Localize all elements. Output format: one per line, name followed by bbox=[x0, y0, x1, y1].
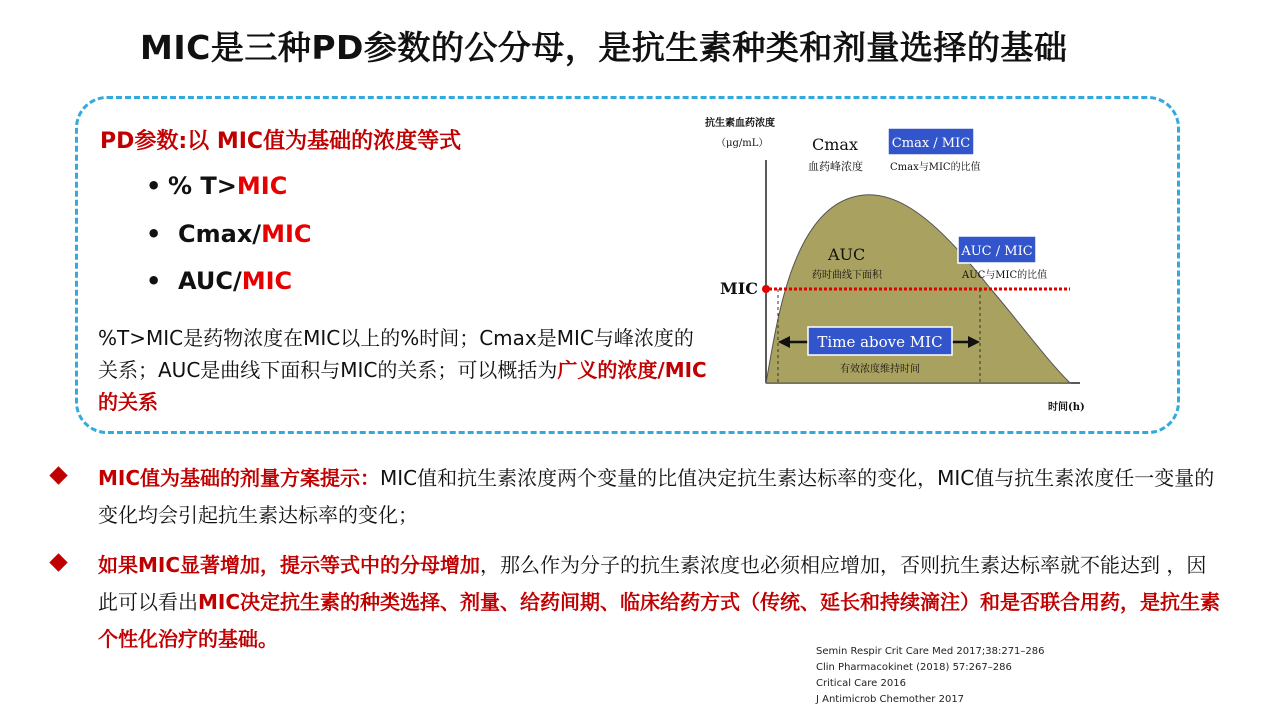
reference-1: Semin Respir Crit Care Med 2017;38:271–286 bbox=[816, 646, 1045, 657]
cmax-mic-label: Cmax / MIC bbox=[891, 136, 971, 151]
y-axis-unit: （μg/mL） bbox=[716, 138, 769, 149]
pd-description: %T>MIC是药物浓度在MIC以上的%时间；Cmax是MIC与峰浓度的关系；AUC是曲线下面积与MIC的关系；可以概括为广义的浓度/MIC的关系 bbox=[98, 326, 707, 414]
mic-marker bbox=[762, 285, 770, 293]
mic-axis-label: MIC bbox=[720, 279, 758, 298]
point-1: MIC值为基础的剂量方案提示：MIC值和抗生素浓度两个变量的比值决定抗生素达标率的变化，MIC值与抗生素浓度任一变量的变化均会引起抗生素达标率的变化； bbox=[52, 460, 1222, 534]
pd-heading: PD参数:以 MIC值为基础的浓度等式 bbox=[100, 129, 462, 154]
auc-sub-label: 药时曲线下面积 bbox=[812, 270, 882, 281]
bullet-cmax-mic: • Cmax/MIC bbox=[146, 220, 312, 248]
slide-title: MIC是三种PD参数的公分母，是抗生素种类和剂量选择的基础 bbox=[140, 28, 1068, 67]
cmax-sub-label: 血药峰浓度 bbox=[808, 160, 863, 173]
pk-pd-diagram bbox=[700, 108, 1100, 418]
references bbox=[816, 644, 1045, 708]
reference-2: Clin Pharmacokinet (2018) 57:267–286 bbox=[816, 662, 1012, 673]
reference-3: Critical Care 2016 bbox=[816, 678, 906, 689]
auc-mic-sub-label: AUC与MIC的比值 bbox=[962, 270, 1048, 281]
auc-label: AUC bbox=[828, 245, 866, 264]
auc-mic-label: AUC / MIC bbox=[961, 244, 1033, 259]
point-2: 如果MIC显著增加，提示等式中的分母增加，那么作为分子的抗生素浓度也必须相应增加，否则抗生素达标率就不能达到 ，因此可以看出MIC决定抗生素的种类选择、剂量、给药间期、临床给药方式（传统、延长和持续滴注）和是否联合用药，是抗生素个性化治疗的基础。 bbox=[52, 547, 1222, 658]
y-axis-label: 抗生素血药浓度 bbox=[705, 118, 775, 129]
diamond-bullet-icon bbox=[49, 466, 67, 484]
reference-4: J Antimicrob Chemother 2017 bbox=[816, 694, 965, 705]
cmax-label: Cmax bbox=[812, 135, 858, 154]
cmax-mic-sub-label: Cmax与MIC的比值 bbox=[890, 162, 981, 173]
bullet-t-mic: • % T>MIC bbox=[146, 172, 288, 200]
x-axis-label: 时间(h) bbox=[1048, 402, 1085, 413]
bullet-auc-mic: • AUC/MIC bbox=[146, 267, 293, 295]
time-sub-label: 有效浓度维持时间 bbox=[840, 364, 920, 375]
diamond-bullet-icon bbox=[49, 553, 67, 571]
time-above-mic-label: Time above MIC bbox=[817, 333, 943, 351]
